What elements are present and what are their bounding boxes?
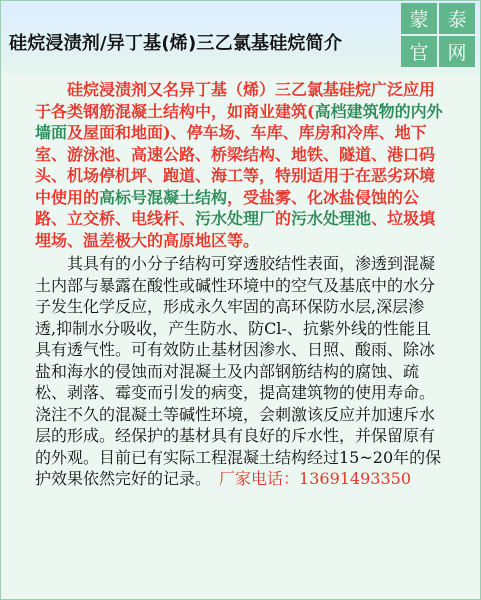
intro-highlight: 污水处理厂	[195, 209, 276, 228]
intro-text: 及屋面和地面)、停车场、车库、库房和冷库、地下室、游泳池、高速公路、桥梁结构、地铁、隧道、港口码头、机场停机坪、跑道、海工等，特别适用于在恶劣环境中使用的	[35, 123, 436, 207]
intro-text: 、垃圾填埋场、温差极大的高原地区等。	[35, 209, 436, 250]
intro-text: ，受盐雾、化冰盐侵蚀的公路、立交桥、电线杆、	[35, 187, 420, 228]
body-paragraph	[35, 253, 445, 490]
intro-highlight: 高档建筑物的内外墙面	[35, 101, 443, 142]
contact-phone[interactable]: 厂家电话：13691493350	[219, 469, 412, 488]
intro-text: 的	[275, 209, 292, 228]
page-title: 硅烷浸渍剂/异丁基(烯)三乙氯基硅烷简介	[9, 33, 343, 54]
site-logo[interactable]	[401, 3, 477, 67]
intro-paragraph	[35, 79, 445, 251]
content	[35, 79, 445, 490]
body-text: 其具有的小分子结构可穿透胶结性表面，渗透到混凝土内部与暴露在酸性或碱性环境中的空气及基底中的水分子发生化学反应，形成永久牢固的高环保防水层,深层渗透,抑制水分吸收，产生防水、防Cl-、抗紫外线的性能且具有透气性。可有效防止基材因渗水、日照、酸雨、除冰盐和海水的侵蚀而对混凝土及内部钢筋结构的腐蚀、疏松、剥落、霉变而引发的病变，提高建筑物的使用寿命。浇注不久的混凝土等碱性环境，会刺激该反应并加速斥水层的形成。经保护的基材具有良好的斥水性，并保留原有的外观。目前已有实际工程混凝土结构经过15~20年的保护效果依然完好的记录。	[35, 254, 442, 488]
logo-char: 蒙	[401, 3, 437, 34]
logo-char: 泰	[439, 3, 475, 34]
header	[1, 1, 480, 73]
intro-highlight: 高标号混凝土结构	[99, 187, 228, 207]
logo-char: 网	[439, 36, 475, 67]
logo-char: 官	[401, 36, 437, 67]
intro-text: 硅烷浸渍剂又名异丁基（烯）三乙氯基硅烷广泛应用于各类钢筋混凝土结构中，如商业建筑(	[35, 80, 436, 121]
intro-highlight: 污水处理池	[291, 209, 372, 228]
